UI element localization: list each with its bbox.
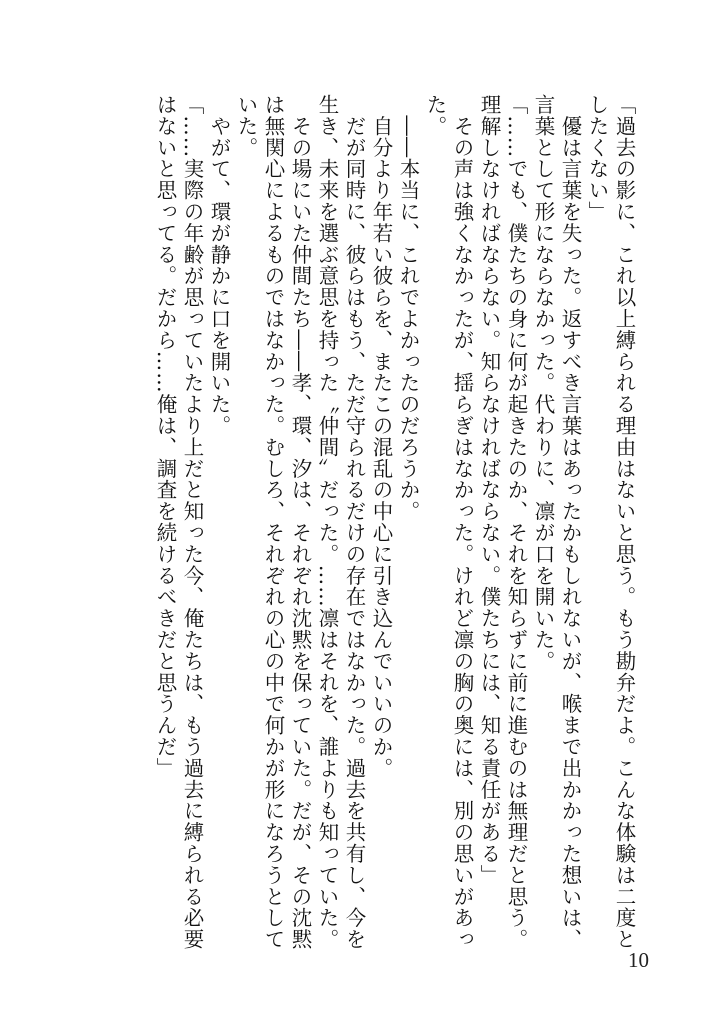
text-line: 言葉として形にならなかった。代わりに、凛が口を開いた。 — [531, 94, 555, 672]
text-line: た。 — [423, 94, 447, 137]
text-line: いた。 — [234, 94, 258, 159]
text-line: 優は言葉を失った。返すべき言葉はあったかもしれないが、喉まで出かかった想いは、 — [558, 94, 582, 950]
text-line: ――本当に、これでよかったのだろうか。 — [396, 94, 420, 522]
text-line: やがて、環が静かに口を開いた。 — [207, 94, 231, 437]
text-line: 「過去の影に、これ以上縛られる理由はないと思う。もう勘弁だよ。こんな体験は二度と — [612, 94, 636, 950]
text-line: その場にいた仲間たち――孝、環、汐は、それぞれ沈黙を保っていた。だが、その沈黙 — [288, 94, 312, 950]
text-line: 自分より年若い彼らを、またこの混乱の中心に引き込んでいいのか。 — [369, 94, 393, 779]
text-line: 「……実際の年齢が思っていたより上だと知った今、俺たちは、もう過去に縛られる必要 — [180, 94, 204, 950]
text-line: 「……でも、僕たちの身に何が起きたのか、それを知らずに前に進むのは無理だと思う。 — [504, 94, 528, 950]
text-line: 生き、未来を選ぶ意思を持った〝仲間〟だった。……凛はそれを、誰よりも知っていた。 — [315, 94, 339, 950]
text-line: 理解しなければならない。知らなければならない。僕たちには、知る責任がある」 — [477, 94, 501, 886]
body-text — [87, 94, 637, 954]
page-number: 10 — [628, 948, 649, 972]
text-line: だが同時に、彼らはもう、ただ守られるだけの存在ではなかった。過去を共有し、今を — [342, 94, 366, 950]
text-line: その声は強くなかったが、揺らぎはなかった。けれど凛の胸の奥には、別の思いがあっ — [450, 94, 474, 950]
text-line: したくない」 — [585, 94, 609, 223]
text-line: はないと思ってる。だから……俺は、調査を続けるべきだと思うんだ」 — [153, 94, 177, 779]
text-line: は無関心によるものではなかった。むしろ、それぞれの心の中で何かが形になろうとして — [261, 94, 285, 950]
